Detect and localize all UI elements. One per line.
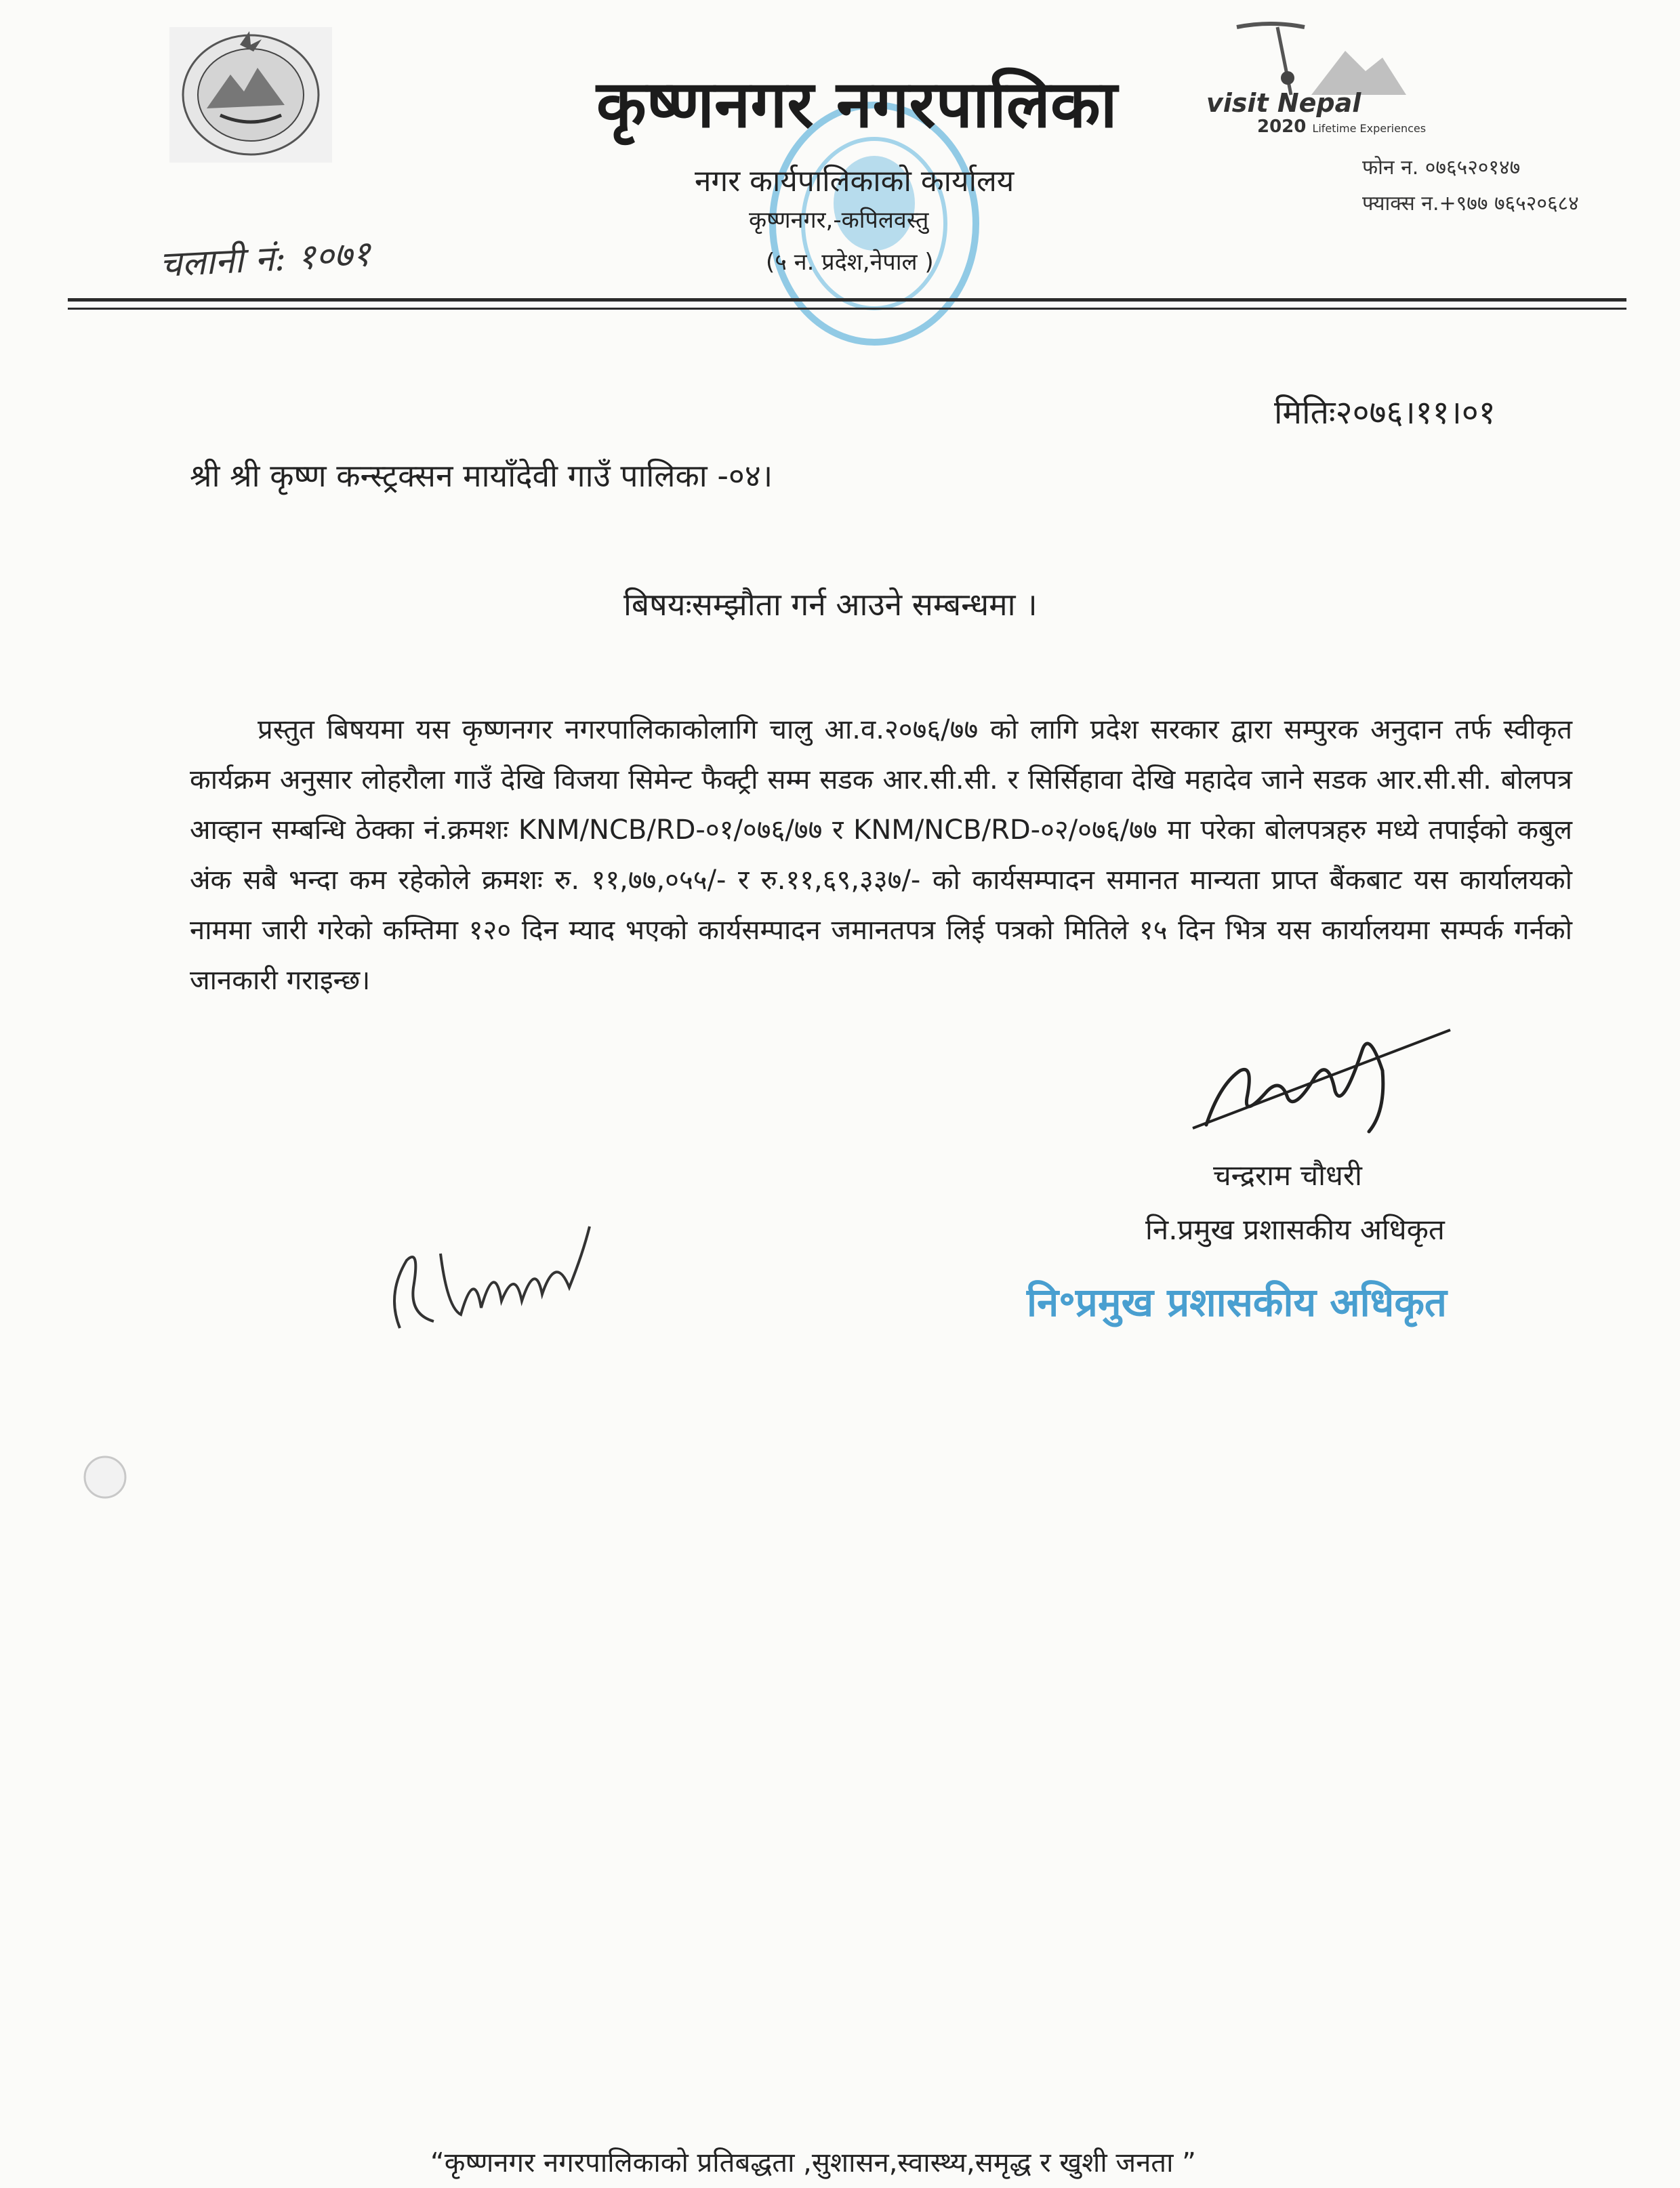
header-divider-secondary	[68, 308, 1626, 310]
punch-hole-mark	[75, 1447, 136, 1508]
organization-name: कृष्णनगर नगरपालिका	[596, 66, 1118, 142]
visit-nepal-text: visit Nepal	[1206, 88, 1361, 118]
handwritten-reference-number: चलानी नं: १०७१	[158, 233, 372, 286]
letter-date: मितिः२०७६।११।०१	[1274, 394, 1496, 432]
fax-number: फ्याक्स न.+९७७ ७६५२०६८४	[1362, 192, 1579, 215]
letter-body-text: प्रस्तुत बिषयमा यस कृष्णनगर नगरपालिकाकोलागि चालु आ.व.२०७६/७७ को लागि प्रदेश सरकार द्वारा सम्पुरक अनुदान तर्फ स्वीकृत कार्यक्रम अनुसार लोहरौला गाउँ देखि विजया सिमेन्ट फैक्ट्री सम्म सडक आर.सी.सी. र सिर्सिहावा देखि महादेव जाने सडक आर.सी.सी. बोलपत्र आव्हान सम्बन्धि ठेक्का नं.क्रमशः KNM/NCB/RD-०१/०७६/७७ र KNM/NCB/RD-०२/०७६/७७ मा परेका बोलपत्रहरु मध्ये तपाईको कबुल अंक सबै भन्दा कम रहेकोले क्रमशः रु. ११,७७,०५५/- र रु.११,६९,३३७/- को कार्यसम्पादन समानत मान्यता प्राप्त बैंकबाट यस कार्यालयको नाममा जारी गरेको कम्तिमा १२० दिन म्याद भएको कार्यसम्पादन जमानतपत्र लिई पत्रको मितिले १५ दिन भित्र यस कार्यालयमा सम्पर्क गर्नको जानकारी गराइन्छ।	[190, 714, 1572, 996]
designation-stamp: नि॰प्रमुख प्रशासकीय अधिकृत	[1027, 1279, 1447, 1325]
office-name: नगर कार्यपालिकाको कार्यालय	[695, 164, 1015, 199]
letter-subject: बिषयःसम्झौता गर्न आउने सम्बन्धमा ।	[623, 586, 1038, 623]
header-divider	[68, 298, 1626, 302]
recipient-line: श्री श्री कृष्ण कन्स्ट्रक्सन मायाँदेवी गाउँ पालिका -०४।	[190, 457, 773, 494]
signer-name: चन्द्रराम चौधरी	[1213, 1159, 1362, 1192]
footer-motto: “कृष्णनगर नगरपालिकाको प्रतिबद्धता ,सुशासन,स्वास्थ्य,समृद्ध र खुशी जनता ”	[430, 2147, 1196, 2179]
signature-icon	[1179, 1010, 1464, 1159]
handwritten-initials-icon	[373, 1213, 630, 1348]
office-province: (५ न. प्रदेश,नेपाल )	[766, 249, 934, 276]
letter-body	[190, 705, 1572, 1006]
nepal-government-emblem-icon	[169, 27, 332, 163]
signer-title: नि.प्रमुख प्रशासकीय अधिकृत	[1145, 1213, 1445, 1246]
visit-nepal-year: 2020 Lifetime Experiences	[1257, 117, 1427, 137]
office-address: कृष्णनगर,-कपिलवस्तु	[749, 207, 929, 234]
phone-number: फोन न. ०७६५२०१४७	[1362, 156, 1521, 180]
